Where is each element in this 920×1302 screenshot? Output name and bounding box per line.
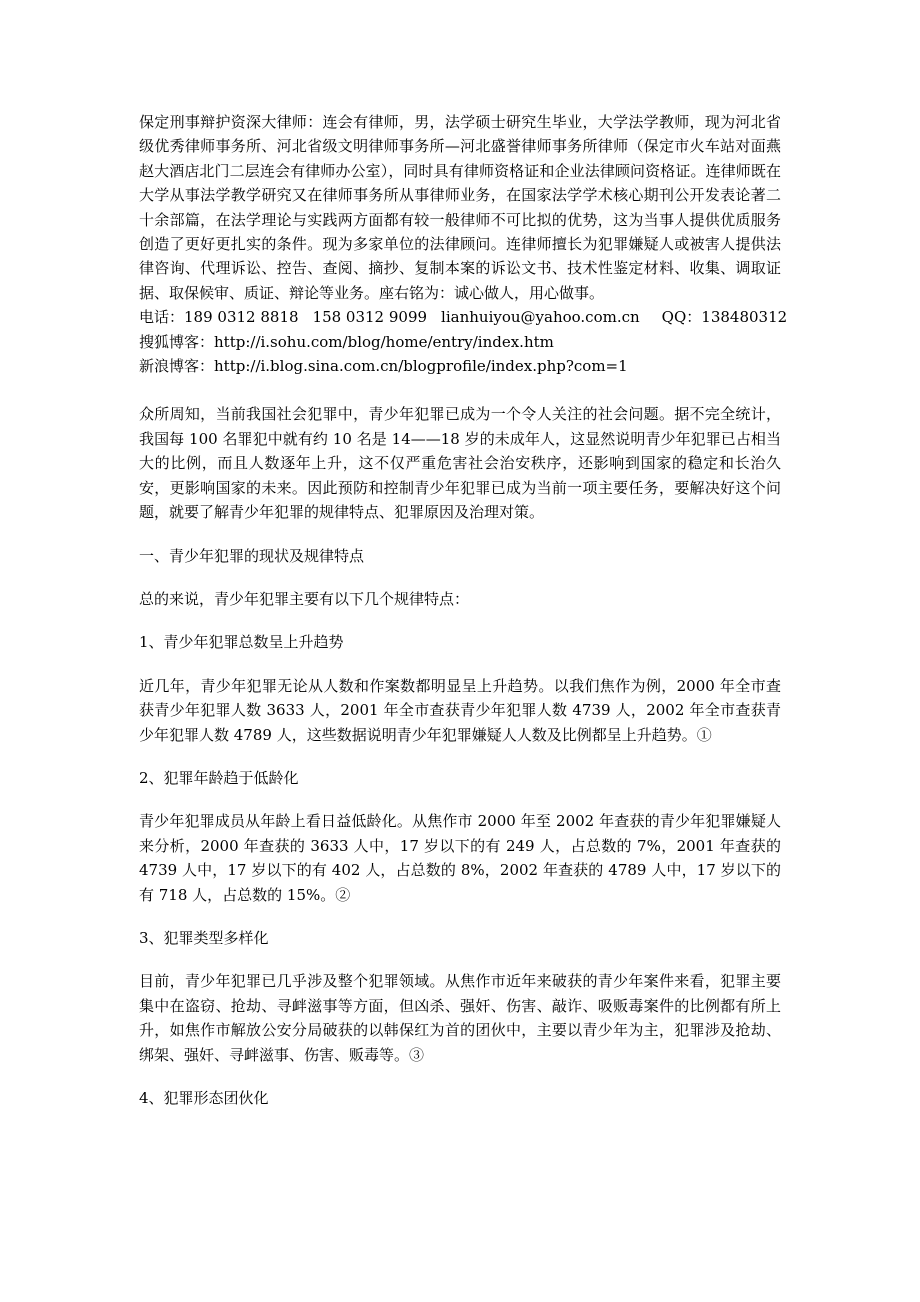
sohu-blog-url: http://i.sohu.com/blog/home/entry/index.htm — [214, 332, 554, 351]
sina-blog-label: 新浪博客： — [139, 357, 215, 376]
sina-blog-url: http://i.blog.sina.com.cn/blogprofile/index.php?com=1 — [214, 357, 628, 376]
summary-paragraph: 总的来说，青少年犯罪主要有以下几个规律特点： — [139, 589, 470, 608]
section1-heading: 一、青少年犯罪的现状及规律特点 — [139, 546, 365, 565]
article-opening: 众所周知，当前我国社会犯罪中，青少年犯罪已成为一个令人关注的社会问题。据不完全统计，我国每 100 名罪犯中就有约 10 名是 14——18 岁的未成年人，这显然说明青少年犯罪已占相当大的比例，而且人数逐年上升，这不仅严重危害社会治安秩序，还影响到国家的稳定和长治久安，更影响国家的未来。因此预防和控制青少年犯罪已成为当前一项主要任务，要解决好这个问题，就要了解青少年犯罪的规律特点、犯罪原因及治理对策。 — [139, 405, 781, 522]
qq-number: 138480312 — [701, 308, 788, 327]
email-address: lianhuiyou@yahoo.com.cn — [441, 308, 640, 327]
point3-heading: 3、犯罪类型多样化 — [139, 928, 269, 947]
lawyer-bio: 保定刑事辩护资深大律师：连会有律师，男，法学硕士研究生毕业，大学法学教师，现为河北省级优秀律师事务所、河北省级文明律师事务所—河北盛誉律师事务所律师（保定市火车站对面燕赵大酒店北门二层连会有律师办公室），同时具有律师资格证和企业法律顾问资格证。连律师既在大学从事法学教学研究又在律师事务所从事律师业务，在国家法学学术核心期刊公开发表论著二十余部篇，在法学理论与实践两方面都有较一般律师不可比拟的优势，这为当事人提供优质服务创造了更好更扎实的条件。现为多家单位的法律顾问。连律师擅长为犯罪嫌疑人或被害人提供法律咨询、代理诉讼、控告、查阅、摘抄、复制本案的诉讼文书、技术性鉴定材料、收集、调取证据、取保候审、质证、辩论等业务。座右铭为：诚心做人，用心做事。 — [139, 113, 781, 302]
phone-number-1: 189 0312 8818 — [184, 308, 299, 327]
point1-heading: 1、青少年犯罪总数呈上升趋势 — [139, 633, 344, 652]
phone-number-2: 158 0312 9099 — [312, 308, 428, 327]
point1-paragraph: 近几年，青少年犯罪无论从人数和作案数都明显呈上升趋势。以我们焦作为例，2000 年全市查获青少年犯罪人数 3633 人，2001 年全市查获青少年犯罪人数 4739 人，2002 年全市查获青少年犯罪人数 4789 人，这些数据说明青少年犯罪嫌疑人人数及比例都呈上升趋势。① — [139, 676, 781, 744]
document-page — [139, 110, 788, 1110]
point3-paragraph: 目前，青少年犯罪已几乎涉及整个犯罪领域。从焦作市近年来破获的青少年案件来看，犯罪主要集中在盗窃、抢劫、寻衅滋事等方面，但凶杀、强奸、伤害、敲诈、吸贩毒案件的比例都有所上升，如焦作市解放公安分局破获的以韩保红为首的团伙中，主要以青少年为主，犯罪涉及抢劫、绑架、强奸、寻衅滋事、伤害、贩毒等。③ — [139, 972, 781, 1064]
sohu-blog-line — [139, 330, 781, 354]
point2-paragraph: 青少年犯罪成员从年龄上看日益低龄化。从焦作市 2000 年至 2002 年查获的青少年犯罪嫌疑人来分析，2000 年查获的 3633 人中，17 岁以下的有 249 人，占总数的 7%，2001 年查获的 4739 人中，17 岁以下的有 402 人，占总数的 8%，2002 年查获的 4789 人中，17 岁以下的有 718 人，占总数的 15%。② — [139, 812, 781, 904]
sina-blog-line — [139, 354, 781, 378]
qq-label: QQ： — [661, 308, 702, 327]
contact-phone-line — [139, 305, 788, 329]
phone-label: 电话： — [139, 308, 185, 327]
sohu-blog-label: 搜狐博客： — [139, 332, 215, 351]
point2-heading: 2、犯罪年龄趋于低龄化 — [139, 768, 299, 787]
point4-heading: 4、犯罪形态团伙化 — [139, 1089, 269, 1107]
